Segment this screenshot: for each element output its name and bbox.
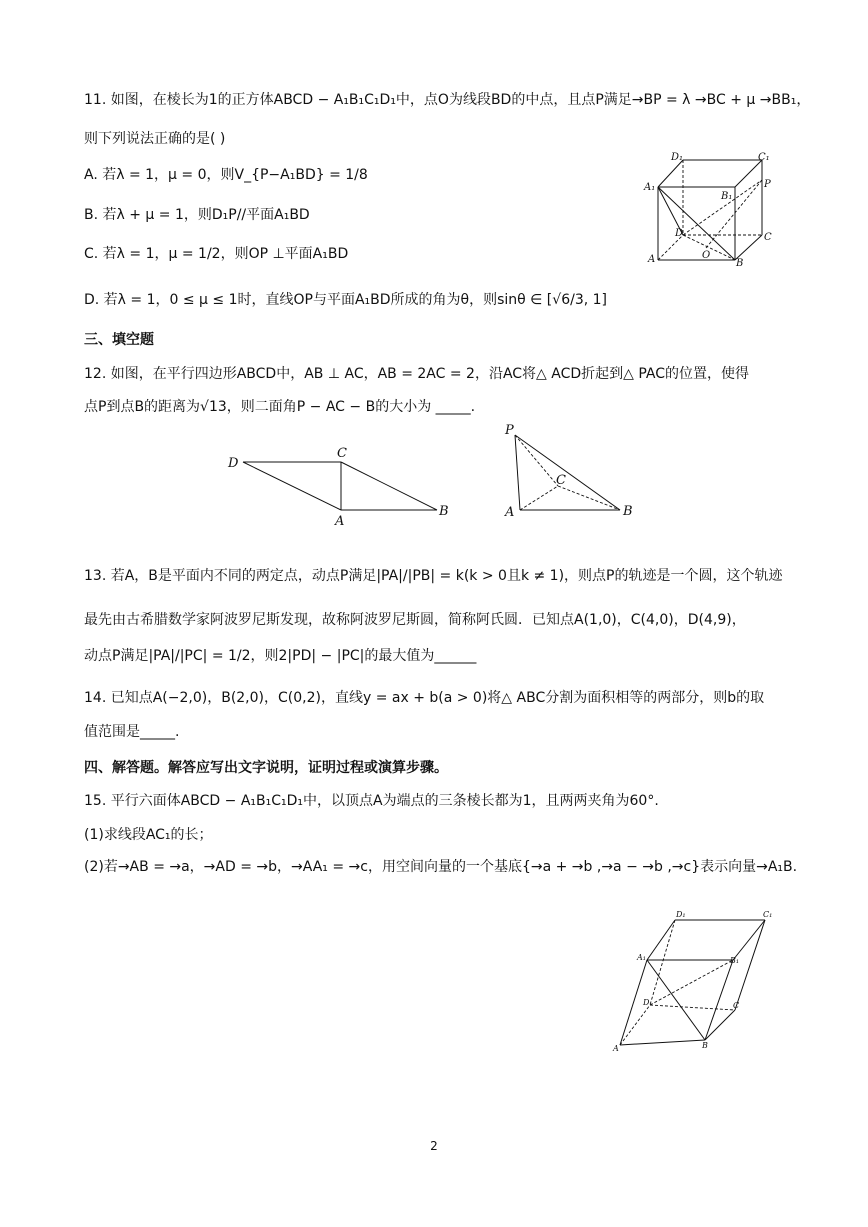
label-d: D	[643, 998, 650, 1007]
q15-part1: (1)求线段AC₁的长；	[84, 827, 213, 843]
label-d1: D₁	[671, 152, 684, 163]
q12-stem-line1: 12. 如图，在平行四边形ABCD中，AB ⊥ AC，AB = 2AC = 2，沿AC将△ ACD折起到△ PAC的位置，使得	[84, 366, 750, 382]
label-a: A	[613, 1044, 619, 1053]
page-number: 2	[430, 1139, 438, 1153]
q11-stem-line2: 则下列说法正确的是( )	[84, 131, 226, 147]
q11-option-d: D. 若λ = 1，0 ≤ μ ≤ 1时，直线OP与平面A₁BD所成的角为θ，则sinθ ∈ [√6/3, 1]	[84, 292, 607, 308]
q12-stem-line2: 点P到点B的距离为√13，则二面角P − AC − B的大小为 _____.	[84, 399, 476, 415]
q11-stem-line1: 11. 如图，在棱长为1的正方体ABCD − A₁B₁C₁D₁中，点O为线段BD的中点，且点P满足→BP = λ →BC + μ →BB₁，	[84, 92, 811, 108]
q13-stem-line3: 动点P满足|PA|/|PC| = 1/2，则2|PD| − |PC|的最大值为______	[84, 648, 477, 664]
label-d: D	[228, 456, 239, 471]
label-d: D	[675, 228, 684, 239]
label-b: B	[623, 504, 633, 519]
label-b1: B₁	[721, 191, 733, 202]
q11-option-c: C. 若λ = 1，μ = 1/2，则OP ⊥平面A₁BD	[84, 246, 349, 262]
q11-option-b: B. 若λ + μ = 1，则D₁P//平面A₁BD	[84, 207, 310, 223]
label-a: A	[335, 514, 345, 529]
label-c1: C₁	[758, 152, 770, 163]
label-c: C	[733, 1001, 740, 1010]
q13-stem-line2: 最先由古希腊数学家阿波罗尼斯发现，故称阿波罗尼斯圆，简称阿氏圆．已知点A(1,0)，C(4,0)，D(4,9)，	[84, 612, 746, 628]
label-p: P	[764, 179, 771, 190]
label-d1: D₁	[676, 910, 686, 919]
q13-stem-line1: 13. 若A，B是平面内不同的两定点，动点P满足|PA|/|PB| = k(k > 0且k ≠ 1)，则点P的轨迹是一个圆，这个轨迹	[84, 568, 783, 584]
folded-triangle-figure	[500, 420, 645, 525]
label-a1: A₁	[637, 953, 646, 962]
label-c: C	[337, 446, 347, 461]
label-b: B	[736, 258, 744, 269]
label-b: B	[702, 1041, 708, 1050]
label-c: C	[764, 232, 772, 243]
label-a: A	[648, 254, 656, 265]
label-c: C	[556, 473, 566, 488]
label-a: A	[505, 505, 515, 520]
label-a1: A₁	[644, 182, 656, 193]
q15-part2: (2)若→AB = →a，→AD = →b，→AA₁ = →c，用空间向量的一个基底{→a + →b ,→a − →b ,→c}表示向量→A₁B.	[84, 859, 798, 875]
section-fill-in-heading: 三、填空题	[84, 332, 154, 348]
cube-figure	[640, 150, 780, 270]
label-b1: B₁	[730, 956, 740, 965]
q14-stem-line1: 14. 已知点A(−2,0)，B(2,0)，C(0,2)，直线y = ax + b(a > 0)将△ ABC分割为面积相等的两部分，则b的取	[84, 690, 765, 706]
q14-stem-line2: 值范围是_____.	[84, 724, 180, 740]
label-o: O	[702, 250, 711, 261]
label-b: B	[439, 504, 449, 519]
label-p: P	[505, 423, 514, 438]
parallelogram-figure	[225, 440, 465, 530]
parallelepiped-figure	[605, 905, 785, 1055]
label-c1: C₁	[763, 910, 773, 919]
section-answer-heading: 四、解答题。解答应写出文字说明，证明过程或演算步骤。	[84, 760, 448, 776]
q15-stem: 15. 平行六面体ABCD − A₁B₁C₁D₁中，以顶点A为端点的三条棱长都为1，且两两夹角为60°.	[84, 793, 659, 809]
q11-option-a: A. 若λ = 1，μ = 0，则V_{P−A₁BD} = 1/8	[84, 167, 368, 183]
